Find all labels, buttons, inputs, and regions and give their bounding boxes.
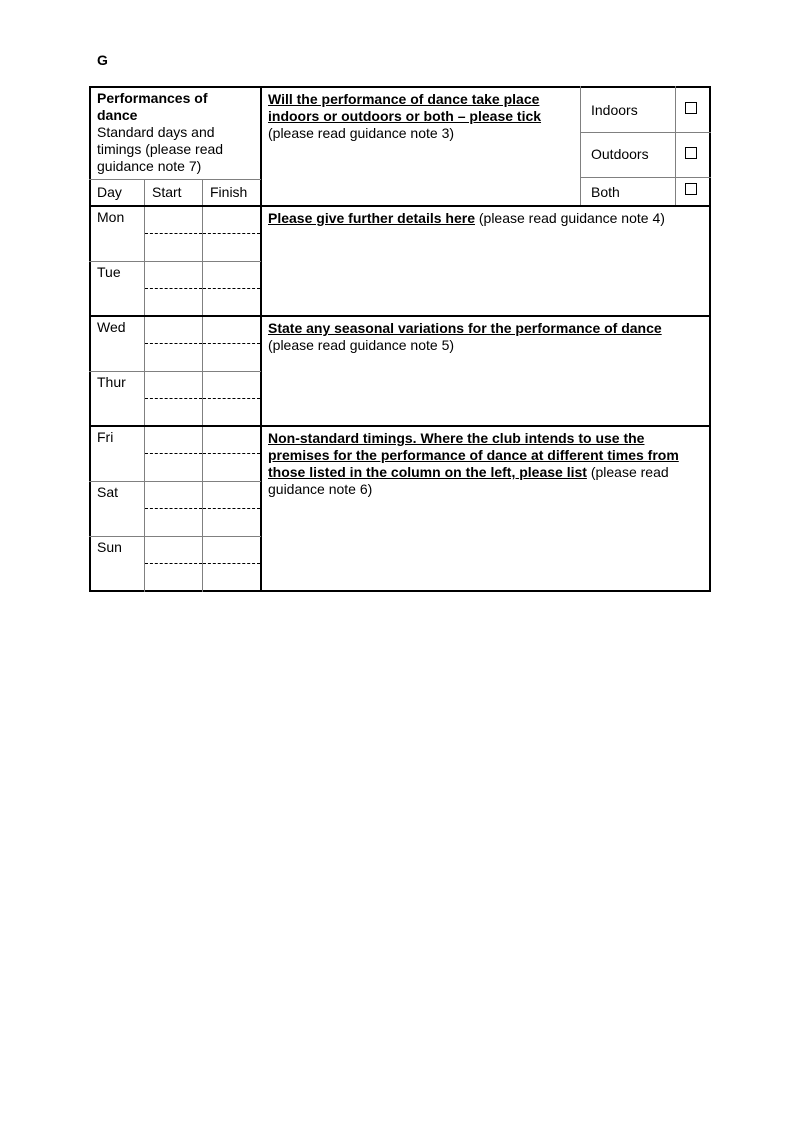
thur-start-cell[interactable] bbox=[145, 372, 202, 398]
column-header-start: Start bbox=[152, 184, 182, 200]
thur-finish-cell[interactable] bbox=[203, 372, 260, 398]
day-label-thur: Thur bbox=[97, 374, 126, 390]
section-subtitle-line3: guidance note 7) bbox=[97, 158, 202, 174]
indoors-checkbox[interactable] bbox=[685, 102, 697, 114]
sun-finish-cell[interactable] bbox=[203, 537, 260, 563]
wed-finish-dash bbox=[203, 343, 260, 344]
non-standard-line3 bbox=[268, 464, 669, 481]
wed-finish-cell[interactable] bbox=[203, 317, 260, 343]
section-title-line2: dance bbox=[97, 107, 138, 123]
sat-start-dash bbox=[145, 508, 202, 509]
wed-start-dash bbox=[145, 343, 202, 344]
sun-start-cell[interactable] bbox=[145, 537, 202, 563]
thur-start-dash bbox=[145, 398, 202, 399]
mon-start-cell[interactable] bbox=[145, 207, 202, 233]
further-details-bold: Please give further details here bbox=[268, 210, 475, 226]
sat-start-cell[interactable] bbox=[145, 482, 202, 508]
thur-finish-dash bbox=[203, 398, 260, 399]
sun-finish-dash bbox=[203, 563, 260, 564]
non-standard-input-area[interactable] bbox=[263, 502, 709, 590]
further-details-note: (please read guidance note 4) bbox=[474, 210, 665, 226]
tue-finish-cell[interactable] bbox=[203, 262, 260, 288]
venue-question-line1: Will the performance of dance take place bbox=[268, 91, 540, 107]
fri-start-cell[interactable] bbox=[145, 427, 202, 453]
fri-start-dash bbox=[145, 453, 202, 454]
fri-finish-cell[interactable] bbox=[203, 427, 260, 453]
mon-finish-dash bbox=[203, 233, 260, 234]
both-checkbox[interactable] bbox=[685, 183, 697, 195]
seasonal-separator bbox=[261, 425, 711, 427]
non-standard-line2: premises for the performance of dance at different times from bbox=[268, 447, 679, 463]
further-details-heading bbox=[268, 210, 665, 227]
dance-performance-form bbox=[89, 86, 711, 592]
sat-finish-cell[interactable] bbox=[203, 482, 260, 508]
checkbox-divider bbox=[675, 86, 676, 205]
option-label-outdoors: Outdoors bbox=[591, 146, 649, 162]
section-subtitle-line1: Standard days and bbox=[97, 124, 215, 140]
fri-finish-dash bbox=[203, 453, 260, 454]
left-column-divider bbox=[260, 86, 262, 592]
details-separator bbox=[261, 315, 711, 317]
option-row-line-2 bbox=[580, 177, 711, 178]
non-standard-line3-bold: those listed in the column on the left, please list bbox=[268, 464, 587, 480]
tue-start-cell[interactable] bbox=[145, 262, 202, 288]
mon-start-dash bbox=[145, 233, 202, 234]
tue-start-dash bbox=[145, 288, 202, 289]
non-standard-line3-note: (please read bbox=[586, 464, 669, 480]
day-label-sun: Sun bbox=[97, 539, 122, 555]
option-row-line-1 bbox=[580, 132, 711, 133]
non-standard-line4: guidance note 6) bbox=[268, 481, 373, 497]
outdoors-checkbox[interactable] bbox=[685, 147, 697, 159]
wed-start-cell[interactable] bbox=[145, 317, 202, 343]
option-label-indoors: Indoors bbox=[591, 102, 638, 118]
venue-question-line2: indoors or outdoors or both – please tick bbox=[268, 108, 542, 124]
section-letter: G bbox=[97, 52, 108, 68]
header-divider bbox=[89, 179, 261, 180]
tue-finish-dash bbox=[203, 288, 260, 289]
sun-start-dash bbox=[145, 563, 202, 564]
section-title-line1: Performances of bbox=[97, 90, 208, 106]
day-label-fri: Fri bbox=[97, 429, 114, 445]
section-subtitle-line2: timings (please read bbox=[97, 141, 224, 157]
day-label-sat: Sat bbox=[97, 484, 119, 500]
mon-finish-cell[interactable] bbox=[203, 207, 260, 233]
options-divider bbox=[580, 86, 581, 205]
column-header-day: Day bbox=[97, 184, 122, 200]
venue-question-note: (please read guidance note 3) bbox=[268, 125, 455, 141]
day-label-tue: Tue bbox=[97, 264, 121, 280]
day-label-wed: Wed bbox=[97, 319, 126, 335]
day-label-mon: Mon bbox=[97, 209, 125, 225]
seasonal-note: (please read guidance note 5) bbox=[268, 337, 455, 353]
seasonal-input-area[interactable] bbox=[263, 358, 709, 423]
seasonal-heading: State any seasonal variations for the performance of dance bbox=[268, 320, 662, 336]
option-label-both: Both bbox=[591, 184, 620, 200]
further-details-input-area[interactable] bbox=[263, 231, 709, 313]
column-header-finish: Finish bbox=[210, 184, 248, 200]
sat-finish-dash bbox=[203, 508, 260, 509]
non-standard-line1: Non-standard timings. Where the club intends to use the bbox=[268, 430, 645, 446]
